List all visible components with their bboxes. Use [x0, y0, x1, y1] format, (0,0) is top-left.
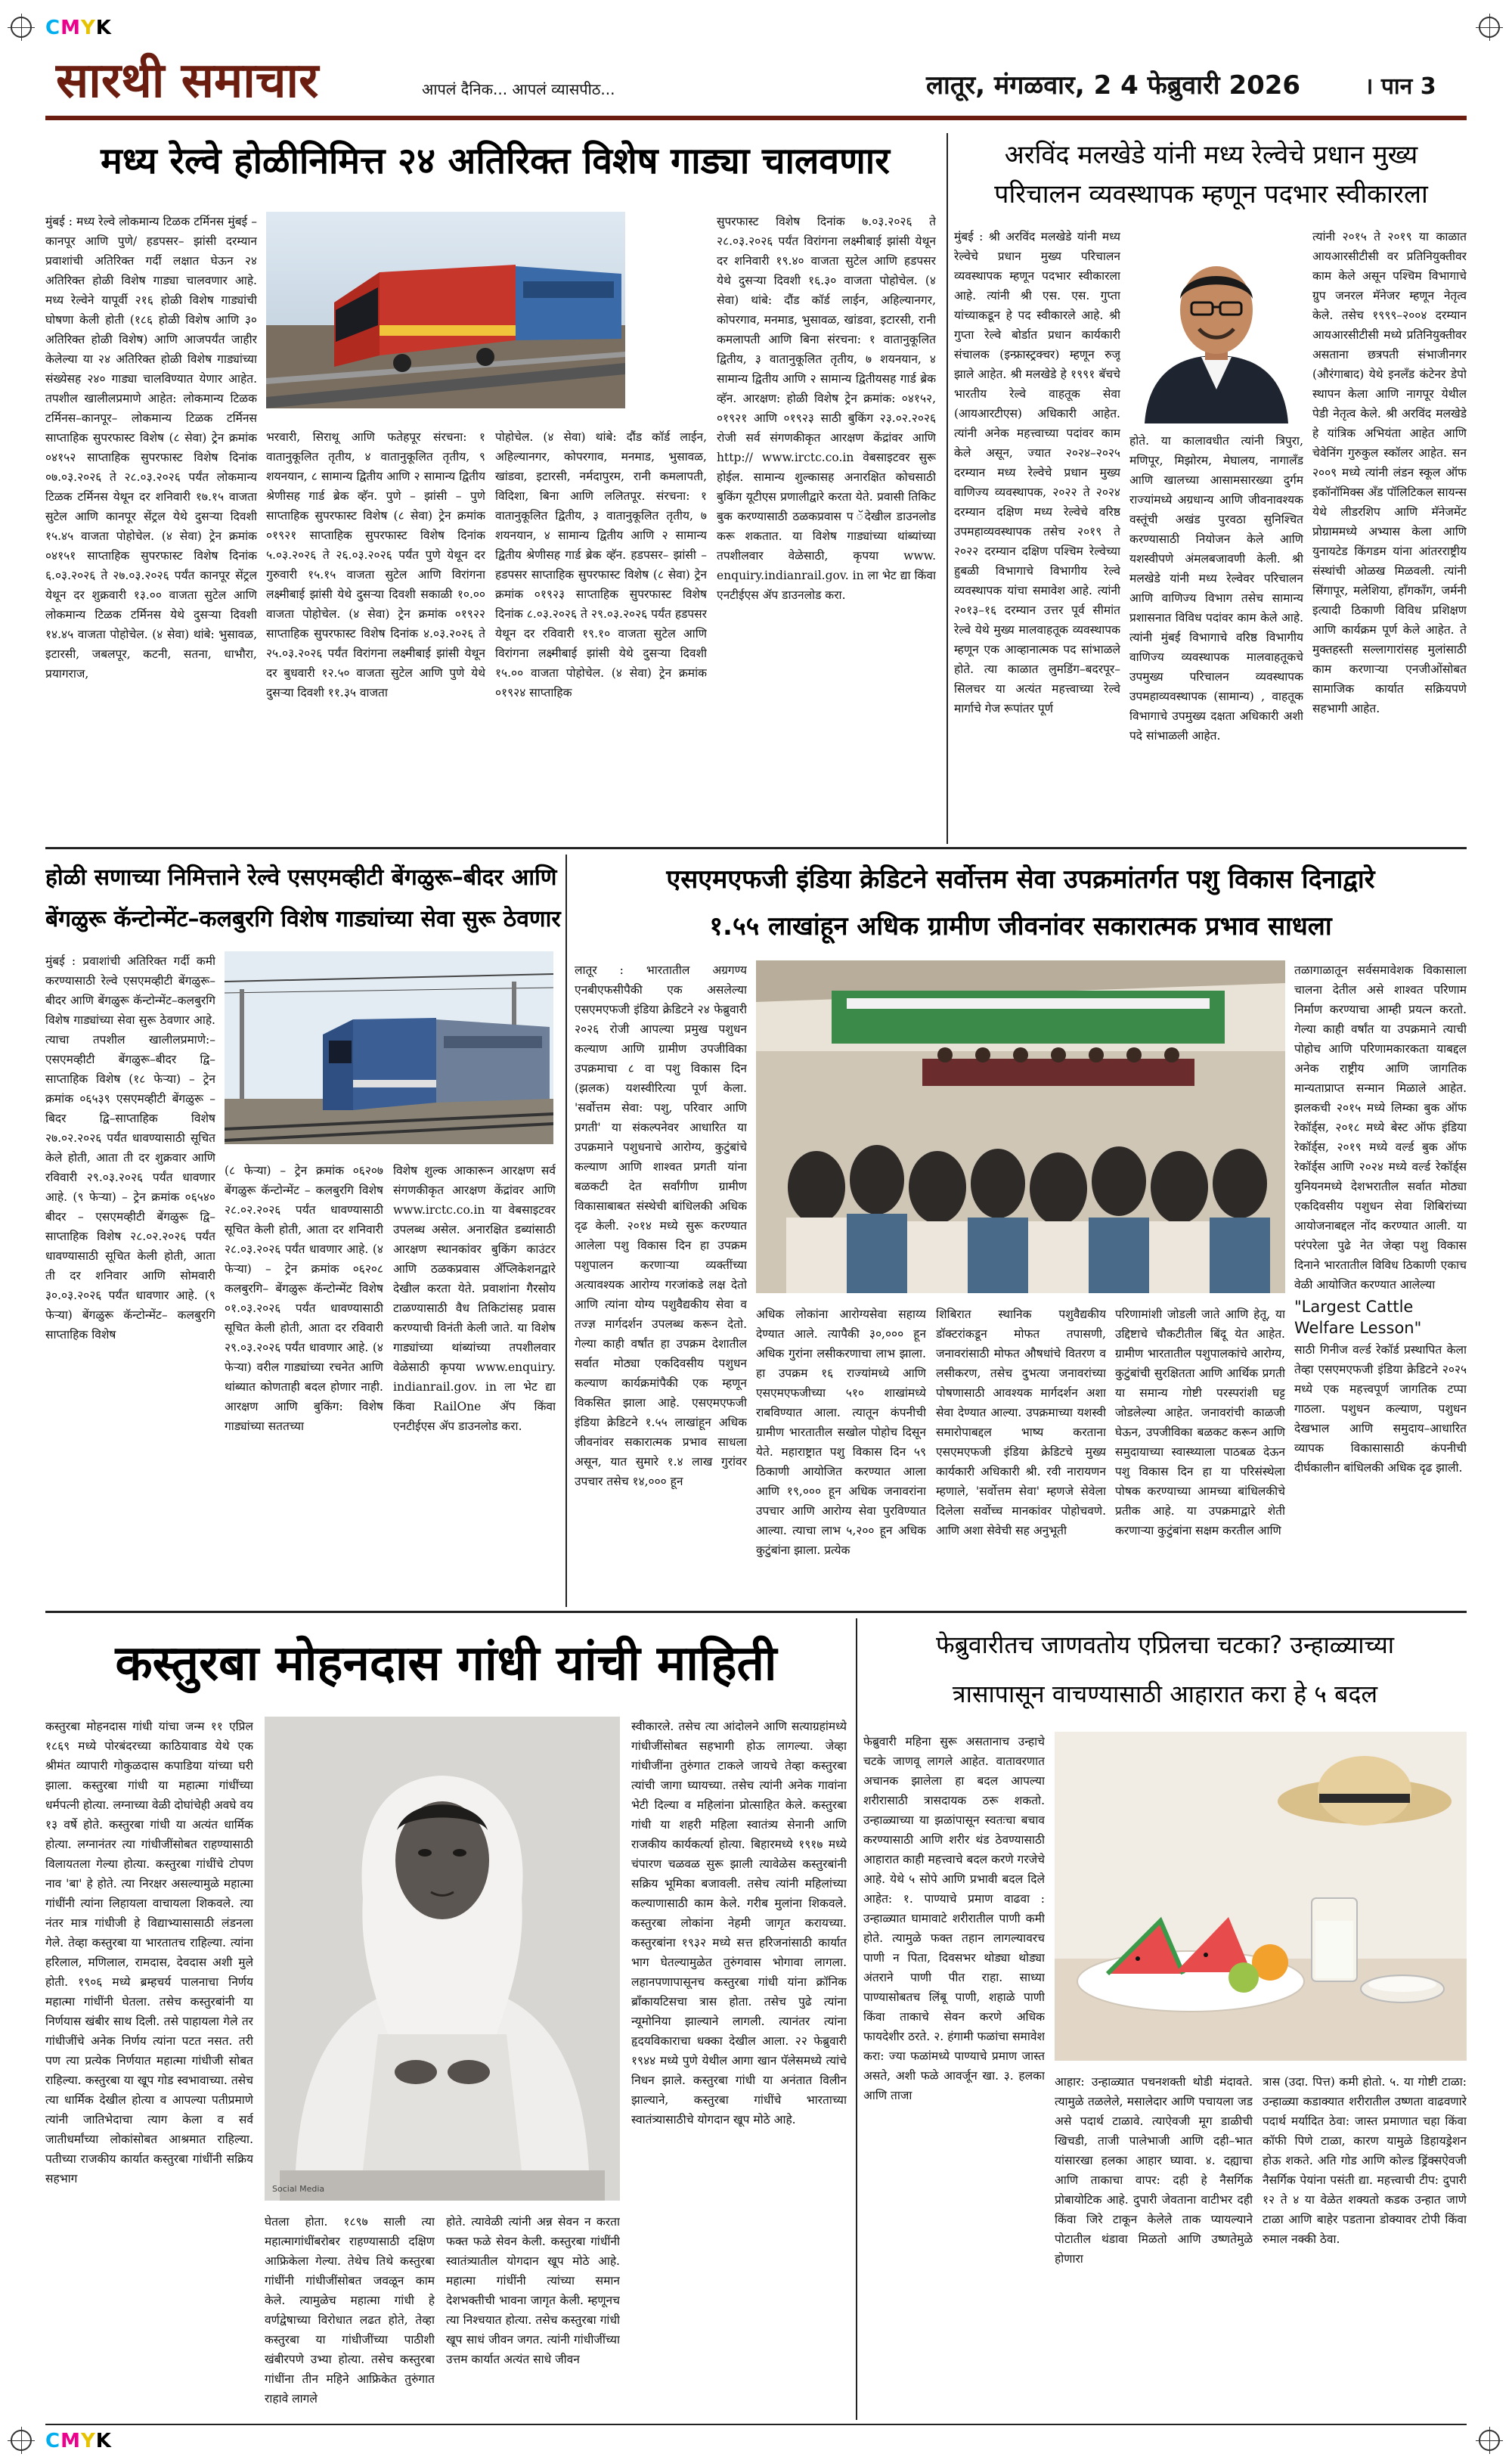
article5-column-3: होते. त्यावेळी त्यांनी अन्न सेवन न करता फक्त फळे सेवन केली. कस्तुरबा गांधींनी स्वातंत्र्यातील योगदान खूप मोठे आहे. महात्मा गांधींनी त्यांच्या समान देशभक्तीची भावना जागृत केली. म्हणूनच त्या निश्चयात होत्या. तसेच कस्तुरबा गांधी खूप साधं जीवन जगत. त्यांनी गांधीजींच्या उत्तम कार्यात अत्यंत साधे जीवन: [446, 2215, 620, 2366]
photo-credit: Social Media: [272, 2184, 325, 2194]
article1-column-1: मुंबई : मध्य रेल्वे लोकमान्य टिळक टर्मिनस मुंबई – कानपूर आणि पुणे/ हडपसर– झांसी दरम्यान प्रवाशांची अतिरिक्त गर्दी लक्षात घेऊन २४ अतिरिक्त होळी विशेष गाड्या चालवणार आहे. मध्य रेल्वेने यापूर्वी २१६ होळी विशेष गाड्यांची घोषणा केली होती (१८६ होळी विशेष आणि ३० अतिरिक्त होळी विशेष) आणि आजपर्यंत जाहीर केलेल्या या २४ अतिरिक्त होळी विशेष गाड्यांच्या संख्येसह २४० गाड्या चालविण्यात येणार आहेत. तपशील खालीलप्रमाणे आहेत: लोकमान्य टिळक टर्मिनस–कानपूर– लोकमान्य टिळक टर्मिनस साप्ताहिक सुपरफास्ट विशेष (८ सेवा) ट्रेन क्रमांक ०४१५२ साप्ताहिक सुपरफास्ट विशेष दिनांक ०७.०३.२०२६ ते २८.०३.२०२६ पर्यंत लोकमान्य टिळक टर्मिनस येथून दर शनिवारी १७.१५ वाजता सुटेल आणि कानपूर सेंट्रल येथे दुसऱ्या दिवशी १५.४५ वाजता पोहोचेल. (४ सेवा) ट्रेन क्रमांक ०४१५१ साप्ताहिक सुपरफास्ट विशेष दिनांक ६.०३.२०२६ ते २७.०३.२०२६ पर्यंत कानपूर सेंट्रल येथून दर शुक्रवारी १३.०० वाजता सुटेल आणि लोकमान्य टिळक टर्मिनस येथे दुसऱ्या दिवशी १४.४५ वाजता पोहोचेल. (४ सेवा) थांबे: भुसावळ, इटारसी, जबलपूर, कटनी, सतना, धाभौरा, प्रयागराज,: [45, 215, 257, 681]
article3-headline-line1: होळी सणाच्या निमित्ताने रेल्वे एसएमव्हीटी बेंगळुरू–बीदर आणि: [45, 864, 557, 891]
registration-mark-top-left: [11, 17, 32, 38]
masthead-page-number: । पान 3: [1365, 73, 1436, 100]
article4-record-quote: "Largest Cattle Welfare Lesson": [1294, 1298, 1422, 1337]
article1-column-2: भरवारी, सिराथू आणि फतेहपूर संरचना: १ वातानुकूलित तृतीय, ४ वातानुकूलित तृतीय, ९ शयनयान, ८ सामान्य द्वितीय आणि २ सामान्य द्वितीय श्रेणीसह गार्ड ब्रेक व्हॅन. पुणे – झांसी – पुणे साप्ताहिक सुपरफास्ट विशेष (८ सेवा) ट्रेन क्रमांक ०१९२१ साप्ताहिक सुपरफास्ट विशेष दिनांक ५.०३.२०२६ ते २६.०३.२०२६ पर्यंत पुणे येथून दर गुरुवारी १५.१५ वाजता सुटेल आणि विरांगना लक्ष्मीबाई झांसी येथे दुसऱ्या दिवशी सकाळी १०.०० वाजता पोहोचेल. (४ सेवा) ट्रेन क्रमांक ०१९२२ साप्ताहिक सुपरफास्ट विशेष दिनांक ४.०३.२०२६ ते २५.०३.२०२६ पर्यंत विरांगना लक्ष्मीबाई झांसी येथून दर बुधवारी १२.५० वाजता सुटेल आणि पुणे येथे दुसऱ्या दिवशी ११.३५ वाजता: [266, 430, 485, 700]
article4-column-mid-1: अधिक लोकांना आरोग्यसेवा सहाय्य देण्यात आले. त्यापैकी ३०,००० हून अधिक गुरांना लसीकरणाचा लाभ झाला. हा उपक्रम १६ राज्यांमध्ये आणि एसएमएफजीच्या ५१० शाखांमध्ये राबविण्यात आला. त्यातून कंपनीची ग्रामीण भारतातील सखोल पोहोच दिसून येते. महाराष्ट्रात पशु विकास दिन ५९ ठिकाणी आयोजित करण्यात आला आणि १९,००० हून अधिक जनावरांना उपचार आणि आरोग्य सेवा पुरविण्यात आल्या. त्याचा लाभ ५,२०० हून अधिक कुटुंबांना झाला. प्रत्येक: [756, 1308, 926, 1557]
article4-headline-line2: १.५५ लाखांहून अधिक ग्रामीण जीवनांवर सकारात्मक प्रभाव साधला: [709, 911, 1332, 942]
article1-column-4: सुपरफास्ट विशेष दिनांक ७.०३.२०२६ ते २८.०३.२०२६ पर्यंत विरांगना लक्ष्मीबाई झांसी येथून दर शनिवारी १९.४० वाजता सुटेल आणि हडपसर येथे दुसऱ्या दिवशी १६.३० वाजता पोहोचेल. (४ सेवा) थांबे: दौंड कॉर्ड लाईन, अहिल्यानगर, कोपरगाव, मनमाड, भुसावळ, खांडवा, इटारसी, रानी कमलापती आणि बिना संरचना: १ वातानुकूलित द्वितीय, ३ वातानुकूलित तृतीय, ७ शयनयान, ४ सामान्य द्वितीय आणि २ सामान्य द्वितीयसह गार्ड ब्रेक व्हॅन. आरक्षण: होळी विशेष ट्रेन क्रमांक: ०४१५२, ०१९२१ आणि ०१९२३ साठी बुकिंग २३.०२.२०२६ रोजी सर्व संगणकीकृत आरक्षण केंद्रांवर आणि http:// www.irctc.co.in वेबसाइटवर सुरू होईल. सामान्य शुल्कासह अनारक्षित कोचसाठी बुकिंग यूटीएस प्रणालीद्वारे करता येते. प्रवासी तिकिट बुक करण्यासाठी ठळकप्रवास प ॅदेखील डाउनलोड करू शकतात. या विशेष गाड्यांच्या थांब्यांच्या तपशीलवार वेळेसाठी, कृपया www. enquiry.indianrail.gov. in ला भेट द्या किंवा एनटीईएस ॲप डाउनलोड करा.: [717, 215, 936, 602]
article6-column-3: त्रास (उदा. पित्त) कमी होतो. ५. या गोष्टी टाळा: उन्हाळ्या कडाक्यात शरीरातील उष्णता वाढवणारे पदार्थ मर्यादित ठेवा: जास्त प्रमाणात चहा किंवा कॉफी पिणे टाळा, कारण यामुळे डिहायड्रेशन होऊ शकते. अति गोड आणि कोल्ड ड्रिंक्सऐवजी नैसर्गिक पेयांना पसंती द्या. महत्त्वाची टीप: दुपारी १२ ते ४ या वेळेत शक्यतो कडक उन्हात जाणे टाळा आणि बाहेर पडताना डोक्यावर टोपी किंवा रुमाल नक्की ठेवा.: [1263, 2075, 1467, 2246]
article2-column-3: त्यांनी २०१५ ते २०१९ या काळात आयआरसीटीसी वर प्रतिनियुक्तीवर काम केले असून पश्चिम विभागाचे ग्रुप जनरल मॅनेजर म्हणून नेतृत्व केले. तसेच १९९९–२००४ दरम्यान आयआरसीटीसी मध्ये प्रतिनियुक्तीवर असताना छत्रपती संभाजीनगर (औरंगाबाद) येथे इनलँड कंटेनर डेपो स्थापन केला आणि नागपूर येथील पेडी नेतृत्व केले. श्री अरविंद मलखेडे हे यांत्रिक अभियंता आहेत आणि चेवेनिंग गुरुकुल स्कॉलर आहेत. सन २००९ मध्ये त्यांनी लंडन स्कूल ऑफ इकॉनॉमिक्स ॲंड पॉलिटिकल सायन्स येथे लीडरशिप आणि मॅनेजमेंट प्रोग्राममध्ये अभ्यास केला आणि युनायटेड किंगडम यांना आंतरराष्ट्रीय संस्थांची ओळख मिळवली. त्यांनी सिंगापूर, मलेशिया, हॉंगकॉंग, जर्मनी इत्यादी ठिकाणी विविध प्रशिक्षण आणि कार्यक्रम पूर्ण केले आहेत. ते मुक्तहस्ती सल्लागारांसह मुलांसाठी काम करणाऱ्या एनजीओंसोबत सामाजिक कार्यात सक्रियपणे सहभागी आहेत.: [1312, 230, 1467, 715]
masthead-title: सारथी समाचार: [56, 53, 319, 109]
article2-headline-line2: परिचालन व्यवस्थापक म्हणून पदभार स्वीकारला: [994, 179, 1428, 209]
masthead-dateline: लातूर, मंगळवार, 2 4 फेब्रुवारी 2026: [926, 70, 1301, 101]
masthead-rule: [45, 116, 1467, 120]
kasturba-gandhi-portrait: [265, 1717, 620, 2201]
article4-column-right: [1294, 960, 1467, 1603]
article4-column-right-text: तळागाळातून सर्वसमावेशक विकासाला चालना देतील असे शाश्वत परिणाम निर्माण करण्याचा आम्ही प्रयत्न करतो. गेल्या काही वर्षांत या उपक्रमाने त्याची पोहोच आणि परिणामकारकता याबद्दल अनेक राष्ट्रीय आणि जागतिक मान्यताप्राप्त सन्मान मिळाले आहेत. झलकची २०१५ मध्ये लिम्का बुक ऑफ रेकॉर्ड्स, २०१८ मध्ये बेस्ट ऑफ इंडिया रेकॉर्ड्स, २०१९ मध्ये वर्ल्ड बुक ऑफ रेकॉर्ड्स आणि २०२४ मध्ये वर्ल्ड रेकॉर्ड्स युनियनमध्ये देशभरातील सर्वात मोठ्या एकदिवसीय पशुधन सेवा शिबिरांच्या आयोजनाबद्दल नोंद करण्यात आली. या परंपरेला पुढे नेत जेव्हा पशु विकास दिनाने भारतातील विविध ठिकाणी एकाच वेळी आयोजित करण्यात आलेल्या: [1294, 963, 1467, 1292]
cmyk-mark-bottom: CMYK: [45, 2430, 112, 2452]
summer-fruits-photo: [1055, 1732, 1467, 2061]
article5-column-4: स्वीकारले. तसेच त्या आंदोलने आणि सत्याग्रहांमध्ये गांधीजींसोबत सहभागी होऊ लागल्या. जेव्हा गांधीजींना तुरुंगात टाकले जायचे तेव्हा कस्तुरबा त्यांची जागा घ्यायच्या. तसेच त्यांनी अनेक गावांना भेटी दिल्या व महिलांना प्रोत्साहित केले. कस्तुरबा गांधी या शहरी महिला स्वातंत्र्य सेनानी आणि राजकीय कार्यकर्त्या होत्या. बिहारमध्ये १९१७ मध्ये चंपारण चळवळ सुरू झाली त्यावेळेस कस्तुरबांनी सक्रिय भूमिका बजावली. तसेच त्यांनी महिलांच्या कल्याणासाठी काम केले. गरीब मुलांना शिकवले. कस्तुरबा लोकांना नेहमी जागृत करायच्या. कस्तुरबांना १९३२ मध्ये सत्त हरिजनांसाठी कार्यात भाग घेतल्यामुळेत तुरुंगवास भोगावा लागला. लहानपणापासूनच कस्तुरबा गांधी यांना क्रॉनिक ब्रॉंकायटिसचा त्रास होता. तसेच पुढे त्यांना न्यूमोनिया झाल्याने लागली. त्यानंतर त्यांना हृदयविकाराचा धक्का देखील आला. २२ फेब्रुवारी १९४४ मध्ये पुणे येथील आगा खान पॅलेसमध्ये त्यांचे निधन झाले. कस्तुरबा गांधी या अनंतात विलीन झाल्याने, कस्तुरबा गांधींचे भारताच्या स्वातंत्र्यासाठीचे योगदान खूप मोठे आहे.: [631, 1720, 847, 2127]
masthead: [45, 47, 1467, 115]
article4-column-left: लातूर : भारतातील अग्रगण्य एनबीएफसीपैकी एक असलेल्या एसएमएफजी इंडिया क्रेडिटने २४ फेब्रुवारी २०२६ रोजी आपल्या प्रमुख पशुधन कल्याण आणि ग्रामीण उपजीविका उपक्रमाचा ८ वा पशु विकास दिन (झलक) यशस्वीरित्या पूर्ण केला. 'सर्वोत्तम सेवा: पशु, परिवार आणि प्रगती' या संकल्पनेवर आधारित या उपक्रमाने पशुधनाचे आरोग्य, कुटुंबांचे कल्याण आणि शाश्वत प्रगती यांना बळकटी देत सर्वांगीण ग्रामीण विकासाबाबत संस्थेची बांधिलकी अधिक दृढ केली. २०१४ मध्ये सुरू करण्यात आलेला पशु विकास दिन हा उपक्रम पशुपालन करणाऱ्या व्यक्तींच्या अत्यावश्यक आरोग्य गरजांकडे लक्ष देतो आणि त्यांना योग्य पशुवैद्यकीय सेवा व तज्ज्ञ मार्गदर्शन उपलब्ध करून देतो. गेल्या काही वर्षांत हा उपक्रम देशातील सर्वात मोठ्या एकदिवसीय पशुधन कल्याण कार्यक्रमांपैकी एक म्हणून विकसित झाला आहे. एसएमएफजी इंडिया क्रेडिटने १.५५ लाखांहून अधिक जीवनांवर सकारात्मक प्रभाव साधला असून, यात सुमारे १.४ लाख गुरांवर उपचार तसेच १४,००० हून: [575, 963, 747, 1488]
article3-column-3: विशेष शुल्क आकारून आरक्षण सर्व संगणकीकृत आरक्षण केंद्रांवर आणि www.irctc.co.in या वेबसाइटवर उपलब्ध असेल. अनारक्षित डब्यांसाठी आरक्षण स्थानकांवर बुकिंग काउंटर आणि ठळकप्रवास ॲप्लिकेशनद्वारे देखील करता येते. प्रवाशांना गैरसोय टाळण्यासाठी वैध तिकिटांसह प्रवास करण्याची विनंती केली जाते. या विशेष गाड्यांच्या थांब्यांच्या तपशीलवार वेळेसाठी कृपया www.enquiry. indianrail.gov. in ला भेट द्या किंवा RailOne ॲप किंवा एनटीईएस ॲप डाउनलोड करा.: [393, 1164, 556, 1433]
masthead-tagline: आपलं दैनिक... आपलं व्यासपीठ...: [422, 80, 615, 98]
article6-headline-line1: फेब्रुवारीतच जाणवतोय एप्रिलचा चटका? उन्हाळ्याच्या: [935, 1630, 1395, 1659]
article6-headline-line2: त्रासापासून वाचण्यासाठी आहारात करा हे ५ बदल: [952, 1680, 1378, 1708]
article6-column-2: आहार: उन्हाळ्यात पचनशक्ती थोडी मंदावते. त्यामुळे तळलेले, मसालेदार आणि पचायला जड असे पदार्थ टाळावे. त्याऐवजी मूग डाळीची खिचडी, ताजी पालेभाजी आणि दही–भात यांसारखा हलका आहार घ्यावा. ४. दह्याचा आणि ताकाचा वापर: दही हे नैसर्गिक प्रोबायोटिक आहे. दुपारी जेवताना वाटीभर दही किंवा जिरे टाकून केलेले ताक प्यायल्याने पोटातील थंडावा मिळतो आणि उष्णतेमुळे होणारा: [1055, 2075, 1253, 2266]
article2-column-2: होते. या कालावधीत त्यांनी त्रिपुरा, मणिपूर, मिझोरम, मेघालय, नागालँड आणि खालच्या आसामसारख्या दुर्गम राज्यांमध्ये अग्रधान्य आणि जीवनावश्यक वस्तूंची अखंड पुरवठा सुनिश्चित करण्यासाठी नियोजन केले आणि यशस्वीपणे अंमलबजावणी केली. श्री मलखेडे यांनी मध्य रेल्वेवर परिचालन आणि वाणिज्य विभाग तसेच सामान्य प्रशासनात विविध पदांवर काम केले आहे. त्यांनी मुंबई विभागाचे वरिष्ठ विभागीय वाणिज्य व्यवस्थापक मालवाहतूकचे उपमुख्य परिचालन व्यवस्थापक उपमहाव्यवस्थापक (सामान्य) , वाहतूक विभागाचे उपमुख्य दक्षता अधिकारी अशी पदे सांभाळली आहेत.: [1129, 434, 1303, 743]
train-photo: [266, 212, 625, 408]
cattle-camp-event-photo: [756, 960, 1285, 1293]
article4-headline-line1: एसएमएफजी इंडिया क्रेडिटने सर्वोत्तम सेवा उपक्रमांतर्गत पशु विकास दिनाद्वारे: [666, 864, 1375, 895]
article6-column-left: फेब्रुवारी महिना सुरू असतानाच उन्हाचे चटके जाणवू लागले आहेत. वातावरणात अचानक झालेला हा बदल आपल्या शरीरासाठी त्रासदायक ठरू शकतो. उन्हाळ्याच्या या झळांपासून स्वतःचा बचाव करण्यासाठी आणि शरीर थंड ठेवण्यासाठी आहारात काही महत्त्वाचे बदल करणे गरजेचे आहे. येथे ५ सोपे आणि प्रभावी बदल दिले आहेत: १. पाण्याचे प्रमाण वाढवा : उन्हाळ्यात घामावाटे शरीरातील पाणी कमी होते. त्यामुळे फक्त तहान लागल्यावरच पाणी न पिता, दिवसभर थोड्या थोड्या अंतराने पाणी पीत राहा. साध्या पाण्यासोबतच लिंबू पाणी, शहाळे पाणी किंवा ताकाचे सेवन करणे अधिक फायदेशीर ठरते. २. हंगामी फळांचा समावेश करा: ज्या फळांमध्ये पाण्याचे प्रमाण जास्त असते, अशी फळे आवर्जून खा. ३. हलका आणि ताजा: [863, 1735, 1045, 2102]
article3-column-1: मुंबई : प्रवाशांची अतिरिक्त गर्दी कमी करण्यासाठी रेल्वे एसएमव्हीटी बेंगळुरू–बीदर आणि बेंगळुरू कॅन्टोन्मेंट–कलबुरगि विशेष गाड्यांच्या सेवा सुरू ठेवणार आहे. त्याचा तपशील खालीलप्रमाणे:– एसएमव्हीटी बेंगळुरू–बीदर द्वि–साप्ताहिक विशेष (१८ फेऱ्या) – ट्रेन क्रमांक ०६५३९ एसएमव्हीटी बेंगळुरू – बिदर द्वि–साप्ताहिक विशेष २७.०२.२०२६ पर्यंत धावण्यासाठी सूचित केले होती, आता ती दर शुक्रवार आणि रविवारी २९.०३.२०२६ पर्यंत धावणार आहे. (९ फेऱ्या) – ट्रेन क्रमांक ०६५४० बीदर – एसएमव्हीटी बेंगळुरू द्वि–साप्ताहिक विशेष २८.०२.२०२६ पर्यंत धावण्यासाठी सूचित केली होती, आता ती दर शनिवार आणि सोमवारी ३०.०३.२०२६ पर्यंत धावणार आहे. (९ फेऱ्या) बेंगळुरू कॅन्टोन्मेंट– कलबुरगि साप्ताहिक विशेष: [45, 954, 215, 1342]
article1-headline: मध्य रेल्वे होळीनिमित्त २४ अतिरिक्त विशेष गाड्या चालवणार: [101, 140, 890, 182]
registration-mark-bottom-right: [1479, 2430, 1500, 2451]
divider-article5-article6: [856, 1618, 857, 2420]
article2-headline-line1: अरविंद मलखेडे यांनी मध्य रेल्वेचे प्रधान मुख्य: [1004, 140, 1418, 170]
article2-column-1: मुंबई : श्री अरविंद मलखेडे यांनी मध्य रेल्वेचे प्रधान मुख्य परिचालन व्यवस्थापक म्हणून पदभार स्वीकारला आहे. त्यांनी श्री एस. एस. गुप्ता यांच्याकडून हे पद स्वीकारले आहे. श्री गुप्ता रेल्वे बोर्डात प्रधान कार्यकारी संचालक (इन्फ्रास्ट्रक्चर) म्हणून रुजू झाले आहेत. श्री मलखेडे हे १९९१ बॅचचे भारतीय रेल्वे वाहतूक सेवा (आयआरटीएस) अधिकारी आहेत. त्यांनी अनेक महत्त्वाच्या पदांवर काम केले असून, ज्यात २०२४–२०२५ दरम्यान मध्य रेल्वेचे प्रधान मुख्य वाणिज्य व्यवस्थापक, २०२२ ते २०२४ दरम्यान दक्षिण मध्य रेल्वेचे वरिष्ठ उपमहाव्यवस्थापक तसेच २०१९ ते २०२२ दरम्यान दक्षिण पश्चिम रेल्वेच्या हुबळी विभागाचे विभागीय रेल्वे व्यवस्थापक यांचा समावेश आहे. त्यांनी २०१३–१६ दरम्यान उत्तर पूर्व सीमांत रेल्वे येथे मुख्य मालवाहतूक व्यवस्थापक म्हणून एक आव्हानात्मक पद सांभाळले होते. त्या काळात लुमडिंग–बदरपूर–सिलचर या अत्यंत महत्त्वाच्या रेल्वे मार्गाचे गेज रूपांतर पूर्ण: [954, 230, 1120, 715]
article5-column-1: कस्तुरबा मोहनदास गांधी यांचा जन्म ११ एप्रिल १८६९ मध्ये पोरबंदरच्या काठियावाड येथे एक श्रीमंत व्यापारी गोकुळदास कपाडिया यांच्या घरी झाला. कस्तुरबा गांधी या महात्मा गांधींच्या धर्मपत्नी होत्या. लग्नाच्या वेळी दोघांचेही अवघे वय १३ वर्षे होते. कस्तुरबा गांधी या अत्यंत धार्मिक होत्या. लग्नानंतर त्या गांधीजींसोबत राहण्यासाठी विलायतला गेल्या होत्या. कस्तुरबा गांधींचे टोपण नाव 'बा' हे होते. त्या निरक्षर असल्यामुळे महात्मा गांधींनी त्यांना लिहायला वाचायला शिकवले. त्या नंतर मात्र गांधीजी हे विद्याभ्यासासाठी लंडनला गेले. तेव्हा कस्तुरबा या भारतातच राहिल्या. त्यांना हरिलाल, मणिलाल, रामदास, देवदास अशी मुले होती. १९०६ मध्ये ब्रम्हचर्य पालनाचा निर्णय महात्मा गांधींनी घेतला. तसेच कस्तुरबांनी या निर्णयास खंबीर साथ दिली. तसे पाहायला गेले तर गांधीजींचे अनेक निर्णय त्यांना पटत नसत. तरी पण त्या प्रत्येक निर्णयात महात्मा गांधीजी सोबत राहिल्या. कस्तुरबा या खूप गोड स्वभावाच्या. तसेच त्या धार्मिक देखील होत्या व आपल्या पतीप्रमाणे त्यांनी जातिभेदाचा त्याग केला व सर्व जातीधर्मांच्या लोकांसोबत आश्रमात राहिल्या. पतीच्या राजकीय कार्यात कस्तुरबा गांधींनी सक्रिय सहभाग: [45, 1720, 253, 2185]
article3-column-2: (८ फेऱ्या) – ट्रेन क्रमांक ०६२०७ बेंगळुरू कॅन्टोन्मेंट – कलबुरगि विशेष २८.०२.२०२६ पर्यंत धावण्यासाठी सूचित केली होती, आता दर शनिवारी २८.०३.२०२६ पर्यंत धावणार आहे. (४ फेऱ्या) – ट्रेन क्रमांक ०६२०८ कलबुरगि– बेंगळुरू कॅन्टोन्मेंट विशेष ०१.०३.२०२६ पर्यंत धावण्यासाठी सूचित केली होती, आता दर रविवारी २९.०३.२०२६ पर्यंत धावणार आहे. (४ फेऱ्या) वरील गाड्यांच्या रचनेत आणि थांब्यात कोणताही बदल होणार नाही. आरक्षण आणि बुकिंग: विशेष गाड्यांच्या सततच्या: [225, 1164, 383, 1433]
divider-row2-row3: [45, 1611, 1467, 1613]
malkhede-portrait: [1129, 227, 1303, 423]
divider-article1-article2: [947, 133, 948, 844]
divider-article3-article4: [565, 855, 567, 1607]
article4-column-mid-3: परिणामांशी जोडली जाते आणि हेतू, या उद्दिष्टाचे चौकटीतील बिंदू येत आहेत. ग्रामीण भारतातील पशुपालकांचे आरोग्य, कुटुंबांची सुरक्षितता आणि आर्थिक प्रगती या समान्य गोष्टी परस्परांशी घट्ट जोडलेल्या आहेत. जनावरांची काळजी घेऊन, उपजीविका बळकट करून आणि समुदायाच्या स्वास्थ्याला पाठबळ देऊन पशु विकास दिन हा या परिसंस्थेला पोषक करण्याच्या आमच्या बांधिलकीचे प्रतीक आहे. या उपक्रमाद्वारे शेती करणाऱ्या कुटुंबांना सक्षम करतील आणि: [1115, 1308, 1285, 1537]
article5-column-2: घेतला होता. १८९७ साली त्या महात्मागांधींबरोबर राहण्यासाठी दक्षिण आफ्रिकेला गेल्या. तेथेच तिथे कस्तुरबा गांधींनी गांधीजींसोबत जवळून काम केले. त्यामुळेच महात्मा गांधी हे वर्णद्वेषाच्या विरोधात लढत होते, तेव्हा कस्तुरबा या गांधीजींच्या पाठीशी खंबीरपणे उभ्या होत्या. तसेच कस्तुरबा गांधींना तीन महिने आफ्रिकेत तुरुंगात राहावे लागले: [265, 2215, 435, 2406]
article4-column-mid-2: शिबिरात स्थानिक पशुवैद्यकीय डॉक्टरांकडून मोफत तपासणी, जनावरांसाठी मोफत औषधांचे वितरण व लसीकरण, तसेच दुभत्या जनावरांच्या पोषणासाठी आवश्यक मार्गदर्शन अशा सेवा देण्यात आल्या. उपक्रमाच्या यशस्वी समारोपाबद्दल भाष्य करताना एसएमएफजी इंडिया क्रेडिटचे मुख्य कार्यकारी अधिकारी श्री. रवी नारायणन म्हणाले, 'सर्वोत्तम सेवा' म्हणजे सेवेला दिलेला सर्वोच्च मानकांवर पोहोचवणे. आणि अशा सेवेची सह अनुभूती: [936, 1308, 1106, 1537]
divider-row1-row2: [45, 847, 1467, 849]
railway-locomotive-photo: [225, 951, 553, 1144]
article5-headline: कस्तुरबा मोहनदास गांधी यांची माहिती: [115, 1636, 777, 1692]
registration-mark-bottom-left: [11, 2430, 32, 2451]
article3-headline-line2: बेंगळुरू कॅन्टोन्मेंट–कलबुरगि विशेष गाड्यांच्या सेवा सुरू ठेवणार: [45, 906, 561, 932]
article4-column-right-text-2: साठी गिनीज वर्ल्ड रेकॉर्ड प्रस्थापित केला तेव्हा एसएमएफजी इंडिया क्रेडिटने २०२५ मध्ये एक महत्त्वपूर्ण जागतिक टप्पा गाठला. पशुधन कल्याण, पशुधन देखभाल आणि समुदाय–आधारित व्यापक विकासासाठी कंपनीची दीर्घकालीन बांधिलकी अधिक दृढ झाली.: [1294, 1343, 1467, 1475]
cmyk-mark-top: CMYK: [45, 17, 112, 39]
bottom-rule: [45, 2424, 1467, 2425]
article1-column-3: पोहोचेल. (४ सेवा) थांबे: दौंड कॉर्ड लाईन, अहिल्यानगर, कोपरगाव, मनमाड, भुसावळ, खांडवा, इटारसी, नर्मदापुरम, रानी कमलापती, विदिशा, बिना आणि ललितपूर. संरचना: १ वातानुकूलित द्वितीय, ३ वातानुकूलित तृतीय, ७ शयनयान, ४ सामान्य द्वितीय आणि २ सामान्य द्वितीय श्रेणीसह गार्ड ब्रेक व्हॅन. हडपसर– झांसी – हडपसर साप्ताहिक सुपरफास्ट विशेष (८ सेवा) ट्रेन क्रमांक ०१९२३ साप्ताहिक सुपरफास्ट विशेष दिनांक ८.०३.२०२६ ते २९.०३.२०२६ पर्यंत हडपसर येथून दर रविवारी १९.१० वाजता सुटेल आणि विरांगना लक्ष्मीबाई झांसी येथे दुसऱ्या दिवशी १५.०० वाजता पोहोचेल. (४ सेवा) ट्रेन क्रमांक ०१९२४ साप्ताहिक: [495, 430, 707, 700]
registration-mark-top-right: [1479, 17, 1500, 38]
